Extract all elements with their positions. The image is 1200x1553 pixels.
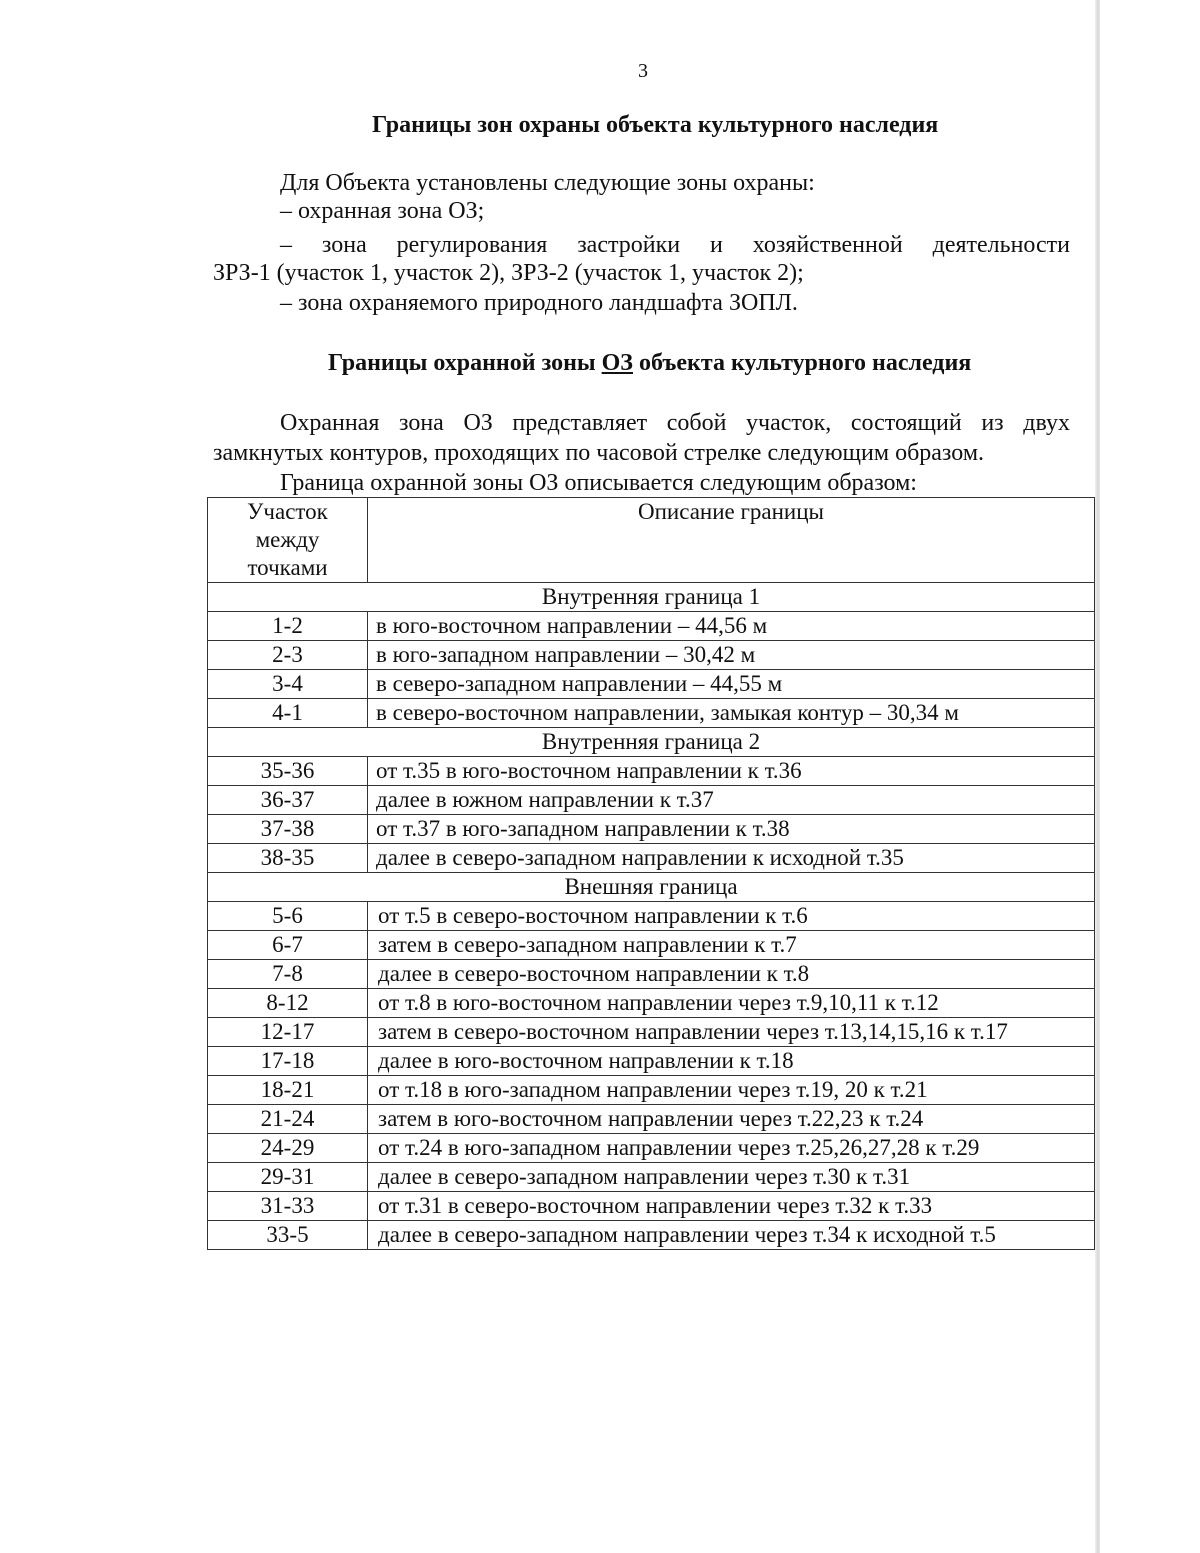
table-row	[208, 1134, 1095, 1163]
cell-points: 33-5	[208, 1221, 368, 1250]
table-row	[208, 757, 1095, 786]
section-title: Внутренняя граница 1	[208, 583, 1095, 612]
intro-line-3b: ЗРЗ-1 (участок 1, участок 2), ЗРЗ-2 (участок 1, участок 2);	[213, 260, 804, 286]
boundary-table	[207, 497, 1095, 1250]
cell-points: 5-6	[208, 902, 368, 931]
cell-points: 21-24	[208, 1105, 368, 1134]
header-points	[208, 498, 368, 583]
table-row	[208, 1163, 1095, 1192]
heading-oz-underlined: ОЗ	[601, 350, 633, 376]
cell-points: 8-12	[208, 989, 368, 1018]
heading-oz-zone	[328, 350, 971, 377]
cell-points: 6-7	[208, 931, 368, 960]
table-row	[208, 1105, 1095, 1134]
cell-description: далее в южном направлении к т.37	[368, 786, 1095, 815]
intro-line-2: – охранная зона ОЗ;	[280, 198, 485, 224]
table-row	[208, 612, 1095, 641]
cell-points: 3-4	[208, 670, 368, 699]
table-row	[208, 844, 1095, 873]
table-row	[208, 989, 1095, 1018]
table-row	[208, 960, 1095, 989]
intro-line-4: – зона охраняемого природного ландшафта ЗОПЛ.	[280, 290, 798, 316]
cell-description: далее в северо-восточном направлении к т.8	[368, 960, 1095, 989]
cell-description: затем в северо-западном направлении к т.7	[368, 931, 1095, 960]
table-row	[208, 1221, 1095, 1250]
cell-description: в северо-восточном направлении, замыкая контур – 30,34 м	[368, 699, 1095, 728]
cell-description: затем в юго-восточном направлении через т.22,23 к т.24	[368, 1105, 1095, 1134]
table-row	[208, 1018, 1095, 1047]
cell-description: далее в северо-западном направлении к исходной т.35	[368, 844, 1095, 873]
cell-description: от т.5 в северо-восточном направлении к т.6	[368, 902, 1095, 931]
heading-oz-before: Границы охранной зоны	[328, 350, 602, 376]
table-row	[208, 670, 1095, 699]
cell-description: в юго-восточном направлении – 44,56 м	[368, 612, 1095, 641]
page-number: 3	[638, 60, 648, 82]
cell-description: затем в северо-восточном направлении через т.13,14,15,16 к т.17	[368, 1018, 1095, 1047]
header-points-line-1: Участок	[247, 499, 328, 524]
table-row	[208, 1192, 1095, 1221]
cell-points: 36-37	[208, 786, 368, 815]
cell-description: далее в северо-западном направлении через т.30 к т.31	[368, 1163, 1095, 1192]
section-row	[208, 873, 1095, 902]
cell-points: 31-33	[208, 1192, 368, 1221]
cell-points: 4-1	[208, 699, 368, 728]
cell-description: от т.24 в юго-западном направлении через т.25,26,27,28 к т.29	[368, 1134, 1095, 1163]
cell-points: 7-8	[208, 960, 368, 989]
table-row	[208, 1047, 1095, 1076]
cell-points: 12-17	[208, 1018, 368, 1047]
cell-points: 18-21	[208, 1076, 368, 1105]
cell-description: в юго-западном направлении – 30,42 м	[368, 641, 1095, 670]
paragraph-line-2: замкнутых контуров, проходящих по часовой стрелке следующим образом.	[213, 440, 984, 466]
intro-line-1: Для Объекта установлены следующие зоны охраны:	[280, 170, 815, 196]
section-row	[208, 583, 1095, 612]
cell-description: от т.8 в юго-восточном направлении через т.9,10,11 к т.12	[368, 989, 1095, 1018]
cell-points: 17-18	[208, 1047, 368, 1076]
header-description: Описание границы	[368, 498, 1095, 583]
table-row	[208, 1076, 1095, 1105]
cell-points: 24-29	[208, 1134, 368, 1163]
table-row	[208, 699, 1095, 728]
cell-description: далее в юго-восточном направлении к т.18	[368, 1047, 1095, 1076]
scan-edge	[1095, 0, 1100, 1553]
cell-points: 35-36	[208, 757, 368, 786]
cell-points: 37-38	[208, 815, 368, 844]
cell-points: 1-2	[208, 612, 368, 641]
table-row	[208, 641, 1095, 670]
table-row	[208, 786, 1095, 815]
table-row	[208, 815, 1095, 844]
cell-description: в северо-западном направлении – 44,55 м	[368, 670, 1095, 699]
paragraph-line-1: Охранная зона ОЗ представляет собой участок, состоящий из двух	[280, 410, 1070, 436]
header-points-line-3: точками	[247, 555, 328, 580]
cell-description: далее в северо-западном направлении через т.34 к исходной т.5	[368, 1221, 1095, 1250]
header-points-line-2: между	[255, 527, 320, 552]
cell-points: 2-3	[208, 641, 368, 670]
cell-description: от т.18 в юго-западном направлении через т.19, 20 к т.21	[368, 1076, 1095, 1105]
table-row	[208, 902, 1095, 931]
heading-protection-zones: Границы зон охраны объекта культурного наследия	[372, 112, 939, 138]
heading-oz-after: объекта культурного наследия	[632, 350, 972, 376]
cell-description: от т.37 в юго-западном направлении к т.38	[368, 815, 1095, 844]
table-row	[208, 931, 1095, 960]
cell-description: от т.31 в северо-восточном направлении через т.32 к т.33	[368, 1192, 1095, 1221]
section-title: Внутренняя граница 2	[208, 728, 1095, 757]
intro-line-3a: – зона регулирования застройки и хозяйственной деятельности	[280, 232, 1070, 258]
cell-points: 29-31	[208, 1163, 368, 1192]
cell-description: от т.35 в юго-восточном направлении к т.36	[368, 757, 1095, 786]
table-header-row	[208, 498, 1095, 583]
section-title: Внешняя граница	[208, 873, 1095, 902]
section-row	[208, 728, 1095, 757]
cell-points: 38-35	[208, 844, 368, 873]
paragraph-line-3: Граница охранной зоны ОЗ описывается следующим образом:	[280, 470, 917, 496]
